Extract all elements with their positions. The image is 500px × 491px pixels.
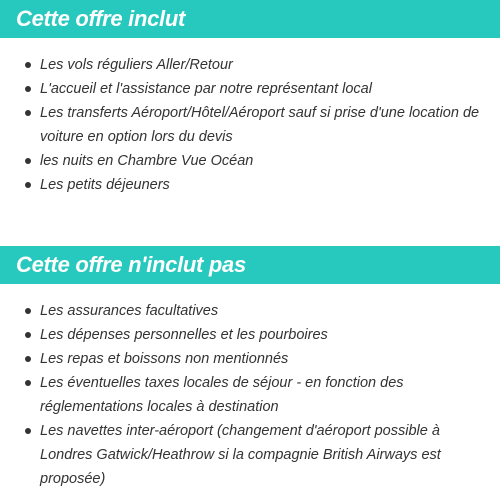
excludes-title: Cette offre n'inclut pas (16, 252, 246, 277)
list-item-text: Les navettes inter-aéroport (changement d'aéroport possible à Londres Gatwick/Heathrow si la compagnie British Airways est proposée) (40, 423, 441, 487)
list-item (0, 173, 500, 197)
includes-section (0, 0, 500, 197)
list-item-text: Les dépenses personnelles et les pourboires (40, 327, 328, 343)
bullet-icon (25, 356, 31, 362)
excludes-list (0, 284, 500, 491)
bullet-icon (25, 332, 31, 338)
list-item (0, 347, 500, 371)
list-item-text: Les vols réguliers Aller/Retour (40, 57, 233, 73)
list-item-text: Les éventuelles taxes locales de séjour - en fonction des réglementations locales à destination (40, 375, 404, 415)
list-item (0, 77, 500, 101)
list-item-text: Les transferts Aéroport/Hôtel/Aéroport sauf si prise d'une location de voiture en option lors du devis (40, 105, 480, 145)
bullet-icon (25, 308, 31, 314)
includes-list (0, 38, 500, 197)
list-item (0, 419, 500, 491)
list-item (0, 371, 500, 419)
excludes-header (0, 246, 500, 284)
includes-title: Cette offre inclut (16, 6, 185, 31)
list-item (0, 101, 500, 149)
list-item (0, 53, 500, 77)
list-item (0, 299, 500, 323)
list-item-text: L'accueil et l'assistance par notre représentant local (40, 81, 372, 97)
list-item-text: Les petits déjeuners (40, 177, 170, 193)
bullet-icon (25, 428, 31, 434)
list-item-text: Les repas et boissons non mentionnés (40, 351, 289, 367)
includes-header (0, 0, 500, 38)
bullet-icon (25, 380, 31, 386)
bullet-icon (25, 158, 31, 164)
list-item-text: les nuits en Chambre Vue Océan (40, 153, 254, 169)
excludes-section (0, 246, 500, 491)
list-item-text: Les assurances facultatives (40, 303, 219, 319)
bullet-icon (25, 62, 31, 68)
list-item (0, 149, 500, 173)
list-item (0, 323, 500, 347)
bullet-icon (25, 110, 31, 116)
bullet-icon (25, 182, 31, 188)
bullet-icon (25, 86, 31, 92)
